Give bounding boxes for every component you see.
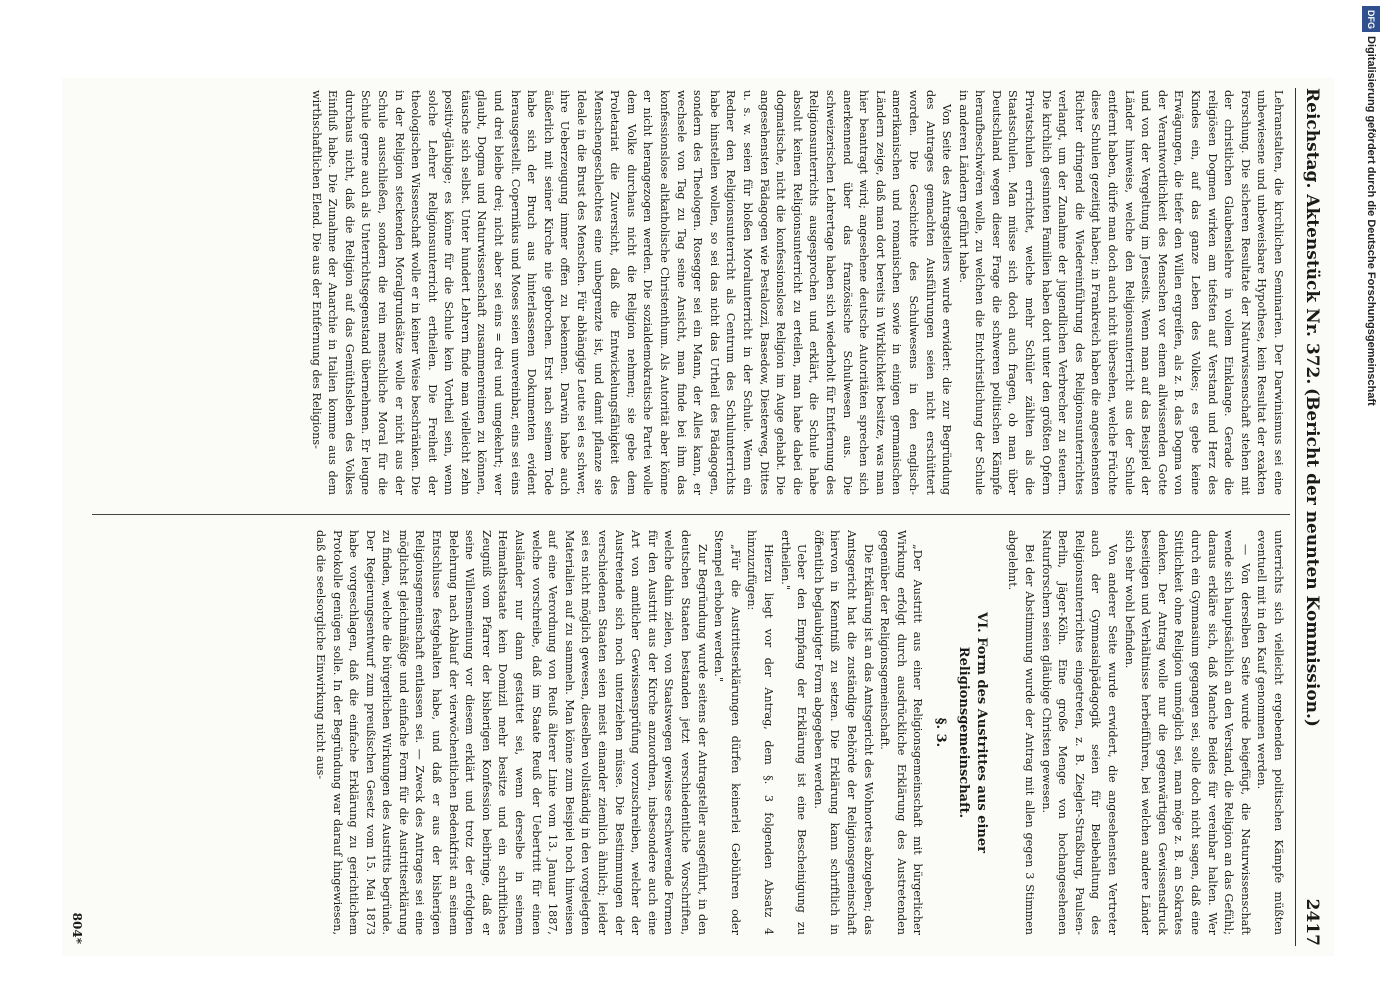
quoted-amendment: „Für die Austrittserklärungen dürfen keinerlei Gebühren oder Stempel erhoben werden." (712, 530, 742, 935)
dfg-logo: DFG (1362, 6, 1380, 32)
right-paragraph: unterrichts sich vielleicht ergebenden politischen Kämpfe müßten eventuell mit in den Kauf genommen werden. (1255, 530, 1285, 935)
right-paragraph: — Von derselben Seite wurde beigefügt, die Naturwissenschaft wende sich hauptsächlich an den Verstand, die Religion an das Gefühl; daraus erkläre sich, daß Manche Beides für vereinbar halten. Wer durch ein Gymnasium gegangen sei, solle doch nicht sagen, daß eine Sittlichkeit ohne Religion unmöglich sei, man möge z. B. an Sokrates denken. Der Antrag wolle nur die gegenwärtigen Gewissensdruck beseitigen und Verhältnisse herbeiführen, bei welchen andere Länder sich sehr wohl befinden. (1122, 530, 1252, 935)
right-paragraph: Bei der Abstimmung wurde der Antrag mit allen gegen 3 Stimmen abgelehnt. (1006, 530, 1037, 935)
column-divider (92, 514, 1290, 515)
scanned-page-area (62, 78, 1334, 956)
left-column (98, 90, 1286, 495)
right-paragraph: Zur Begründung wurde seitens der Antragsteller ausgeführt, in den deutschen Staaten bestanden jetzt verschiedentliche Vorschriften, welche dahin zielen, von Staatswegen gewisse erschwerende Formen für den Austritt aus der Kirche anzuordnen, insbesondere auch eine Art von amtlicher Gewissensprüfung vorzuschreiben, welcher der Austretende sich noch unterziehen müsse. Die Bestimmungen der verschiedenen Staaten seien meist einander ziemlich ähnlich; leider sei es nicht möglich gewesen, dieselben vollständig in den vorgelegten Materialien auf zu sammeln. Man könne zum Beispiel noch hinweisen auf eine Verordnung von Reuß älterer Linie vom 13. Januar 1887, welche vorschreibe, daß im Staate Reuß der Uebertritt für einen Ausländer nur dann gestattet sei, wenn derselbe in seinem Heimathsstaate kein Domizil mehr besitze und ein schriftliches Zeugniß vom Pfarrer der bisherigen Konfession beibringe, daß er seine Willensmeinung vor diesem erklärt und trotz der erfolgten Belehrung nach Ablauf der vierwöchentlichen Bedenkfrist an seinem Entschlusse festgehalten habe, und daß er aus der bisherigen Religionsgemeinschaft entlassen sei. — Zweck des Antrages sei eine möglichst gleichmäßige und einfache Form für die Austrittserklärung zu finden, welche die bürgerlichen Wirkungen des Austritts begründe. Der Regierungsentwurf zum preußischen Gesetz vom 15. Mai 1873 habe vorgeschlagen, daß die einfache Erklärung zu gerichtlichem Protokolle genügen solle. In der Begründung war darauf hingewiesen, daß die seelsorgliche Einwirkung nicht aus- (313, 530, 709, 935)
left-paragraph: Lehranstalten, die kirchlichen Seminarien. Der Darwinismus sei eine unbewiesene und unbeweisbare Hypothese, kein Resultat der exakten Forschung. Die sicheren Resultate der Naturwissenschaft stehen mit der christlichen Glaubenslehre in vollem Einklange. Gerade die religiösen Dogmen wirken am tiefsten auf Verstand und Herz des Kindes ein, auf das ganze Leben des Volkes; es gebe keine Erwägungen, die tiefer den Willen ergreifen, als z. B. das Dogma von der Verantwortlichkeit des Menschen vor einem allwissenden Gotte und von der Vergeltung im Jenseits. Wenn man auf das Beispiel der Länder hinweise, welche den Religionsunterricht aus der Schule entfernt haben, dürfe man doch auch nicht übersehen, welche Früchte diese Schulen gezeitigt haben; in Frankreich haben die angesehensten Richter dringend die Wiedereinführung des Religionsunterrichtes verlangt, um der Zunahme der jugendlichen Verbrecher zu steuern. Die kirchlich gesinnten Familien haben dort unter den größten Opfern Privatschulen errichtet, welche mehr Schüler zählten als die Staatsschulen. Man müsse sich doch auch fragen, ob man über Deutschland wegen dieser Frage die schweren politischen Kämpfe heraufbeschwören wolle, zu welchen die Entchristlichung der Schule in anderen Ländern geführt habe. (956, 90, 1285, 495)
paragraph-sign: §. 3. (932, 717, 948, 748)
dfg-credit-text: Digitalisierung gefördert durch die Deutsche Forschungsgemeinschaft (1365, 36, 1377, 406)
section-title: VI. Form des Austrittes aus einer Religionsgemeinschaft. (955, 611, 989, 854)
document-page (62, 78, 1334, 956)
right-paragraph: „Der Austritt aus einer Religionsgemeinschaft mit bürgerlicher Wirkung erfolgt durch ausdrückliche Erklärung des Austretenden gegenüber der Religionsgemeinschaft. (878, 530, 925, 935)
right-column (98, 530, 1286, 935)
page-number: 2417 (1302, 898, 1322, 946)
left-paragraph: Von Seite des Antragstellers wurde erwidert: die zur Begründung des Antrages gemachten Ausführungen seien nicht erschüttert worden. Die Geschichte des Schulwesens in den englisch-amerikanischen und romanischen sowie in einigen germanischen Ländern zeige, daß man dort bereits in Wirklichkeit besitze, was man hier beantragt wird; angesehene deutsche Autoritäten sprechen sich anerkennend über das französische Schulwesen aus. Die schweizerischen Lehrertage haben sich wiederholt für Entfernung des Religionsunterrichts ausgesprochen und erklärt, die Schule habe absolut keinen Religionsunterricht zu erteilen, man habe dabei die dogmatische, nicht die konfessionslose Religion im Auge gehabt. Die angesehensten Pädagogen wie Pestalozzi, Basedow, Diesterweg, Dittes u. s. w. seien für bloßen Moralunterricht in der Schule. Wenn ein Redner den Religionsunterricht als Centrum des Schulunterrichts habe hinstellen wollen, so sei das nicht das Urtheil des Pädagogen, sondern des Theologen. Rosegger sei ein Mann, der Alles kann, er wechsele von Tag zu Tag seine Ansicht, man finde bei ihm das konfessionslose altkatholische Christenthum. Als Autorität aber könne er nicht herangezogen werden. Die sozialdemokratische Partei wolle dem Volke durchaus nicht die Religion nehmen; sie gebe dem Proletariat die Zuversicht, daß die Entwickelungsfähigkeit des Menschengeschlechtes eine unbegrenzte ist, und damit pflanze sie Ideale in die Brust des Menschen. Für abhängige Leute sei es schwer, ihre Ueberzeugung immer offen zu bekennen. Darwin habe auch äußerlich mit seiner Kirche nie gebrochen. Erst nach seinem Tode habe sich der Bruch aus hinterlassenen Dokumenten evident herausgestellt. Copernikus und Moses seien unvereinbar, eins sei eins und drei bleibe drei; nicht aber sei eins = drei und umgekehrt; wer glaubt, Dogma und Naturwissenschaft zusammenreimen zu können, täusche sich selbst. Unter hundert Lehrern finde man vielleicht zehn positiv-gläubige; es könne für die Schule kein Vortheil sein, wenn solche Lehrer Religionsunterricht ertheilen. Die Freiheit der theologischen Wissenschaft wolle er in keiner Weise beschränken. Die in der Religion steckenden Moralgrundsätze wolle er nicht aus der Schule ausschließen, sondern die rein menschliche Moral für die Schule gerne auch als Unterrichtsgegenstand übernehmen. Er leugne durchaus nicht, daß die Religion auf das Gemüthsleben des Volkes Einfluß habe. Die Zunahme der Anarchie in Italien komme aus dem wirthschaftlichen Elend. Die aus der Entfernung des Religions- (309, 90, 954, 495)
header-left: Reichstag. Aktenstück Nr. 372. (1302, 88, 1322, 385)
right-paragraph: Hierzu liegt vor der Antrag, dem §. 3 folgenden Absatz 4 hinzuzufügen: (745, 530, 775, 935)
page-header (1295, 88, 1326, 946)
signature-mark: 804* (70, 912, 84, 944)
right-paragraph: Ueber den Empfang der Erklärung ist eine Bescheinigung zu ertheilen." (778, 530, 809, 935)
right-paragraph: Die Erklärung ist an das Amtsgericht des Wohnortes abzugeben; das Amtsgericht hat die zuständige Behörde der Religionsgemeinschaft hiervon in Kenntniß zu setzen. Die Erklärung kann schriftlich in öffentlich beglaubigter Form abgegeben werden. (811, 530, 875, 935)
header-center: (Bericht der neunten Kommission.) (1302, 388, 1322, 727)
right-paragraph: Von anderer Seite wurde erwidert, die angesehensten Vertreter auch der Gymnasialpädagogik seien für Beibehaltung des Religionsunterrichtes eingetreten, z. B. Ziegler-Straßburg, Paulsen-Berlin, Jäger-Köln. Eine große Menge von hochangesehenen Naturforschern seien gläubige Christen gewesen. (1039, 530, 1120, 935)
